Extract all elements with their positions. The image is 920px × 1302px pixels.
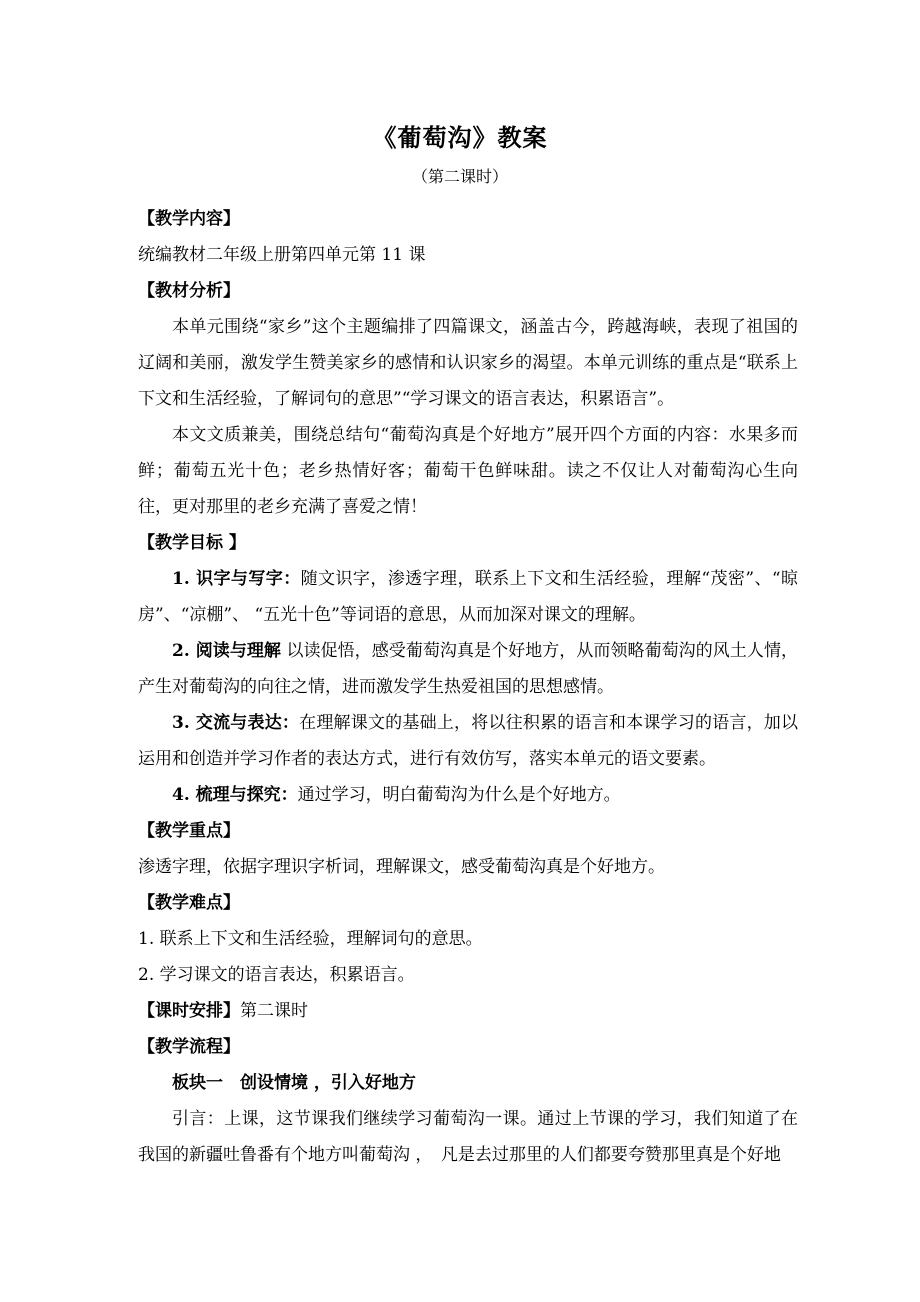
goal-3-label: 3. 交流与表达： (172, 713, 300, 733)
schedule-line (138, 993, 798, 1029)
goal-1-label: 1. 识字与写字： (172, 569, 301, 589)
goal-2 (138, 633, 798, 705)
document-title: 《葡萄沟》教案 (372, 123, 548, 152)
goal-1 (138, 561, 798, 633)
heading-teaching-flow: 【教学流程】 (138, 1037, 240, 1057)
analysis-paragraph-1: 本单元围绕“家乡”这个主题编排了四篇课文，涵盖古今，跨越海峡，表现了祖国的辽阔和美丽，激发学生赞美家乡的感情和认识家乡的渴望。本单元训练的重点是“联系上下文和生活经验，了解词句的意思”“学习课文的语言表达，积累语言”。 (138, 317, 798, 409)
goal-4 (138, 777, 798, 813)
goal-3-text: 在理解课文的基础上，将以往积累的语言和本课学习的语言，加以运用和创造并学习作者的表达方式，进行有效仿写，落实本单元的语文要素。 (138, 713, 799, 769)
schedule-text: 第二课时 (240, 1001, 308, 1021)
heading-teaching-goals: 【教学目标 】 (138, 533, 246, 553)
goal-3 (138, 705, 798, 777)
goal-4-label: 4. 梳理与探究： (172, 785, 298, 805)
heading-material-analysis: 【教材分析】 (138, 281, 240, 301)
heading-difficulties: 【教学难点】 (138, 893, 240, 913)
document-subtitle: （第二课时） (411, 167, 508, 186)
key-points-text: 渗透字理，依据字理识字析词，理解课文，感受葡萄沟真是个好地方。 (138, 857, 665, 877)
heading-schedule: 【课时安排】 (138, 1001, 240, 1021)
section-1-heading: 板块一 创设情境 ，引入好地方 (172, 1073, 416, 1093)
analysis-paragraph-2: 本文文质兼美，围绕总结句“葡萄沟真是个好地方”展开四个方面的内容：水果多而鲜；葡萄五光十色；老乡热情好客；葡萄干色鲜味甜。读之不仅让人对葡萄沟心生向往，更对那里的老乡充满了喜爱之情！ (138, 425, 798, 517)
heading-key-points: 【教学重点】 (138, 821, 240, 841)
heading-teaching-content: 【教学内容】 (138, 209, 240, 229)
intro-paragraph: 引言：上课，这节课我们继续学习葡萄沟一课。通过上节课的学习，我们知道了在我国的新疆吐鲁番有个地方叫葡萄沟 ， 凡是去过那里的人们都要夸赞那里真是个好地 (138, 1109, 798, 1165)
goal-2-text: 以读促悟，感受葡萄沟真是个好地方，从而领略葡萄沟的风土人情，产生对葡萄沟的向往之情，进而激发学生热爱祖国的思想感情。 (138, 641, 799, 697)
teaching-content-text: 统编教材二年级上册第四单元第 11 课 (138, 245, 426, 265)
goal-4-text: 通过学习，明白葡萄沟为什么是个好地方。 (297, 785, 621, 805)
difficulty-2: 2. 学习课文的语言表达，积累语言。 (138, 965, 415, 985)
difficulty-1: 1. 联系上下文和生活经验，理解词句的意思。 (138, 929, 483, 949)
goal-2-label: 2. 阅读与理解 (172, 641, 281, 661)
goal-1-text: 随文识字，渗透字理，联系上下文和生活经验，理解“茂密”、“晾房”、“凉棚”、 “五光十色”等词语的意思，从而加深对课文的理解。 (138, 569, 798, 625)
